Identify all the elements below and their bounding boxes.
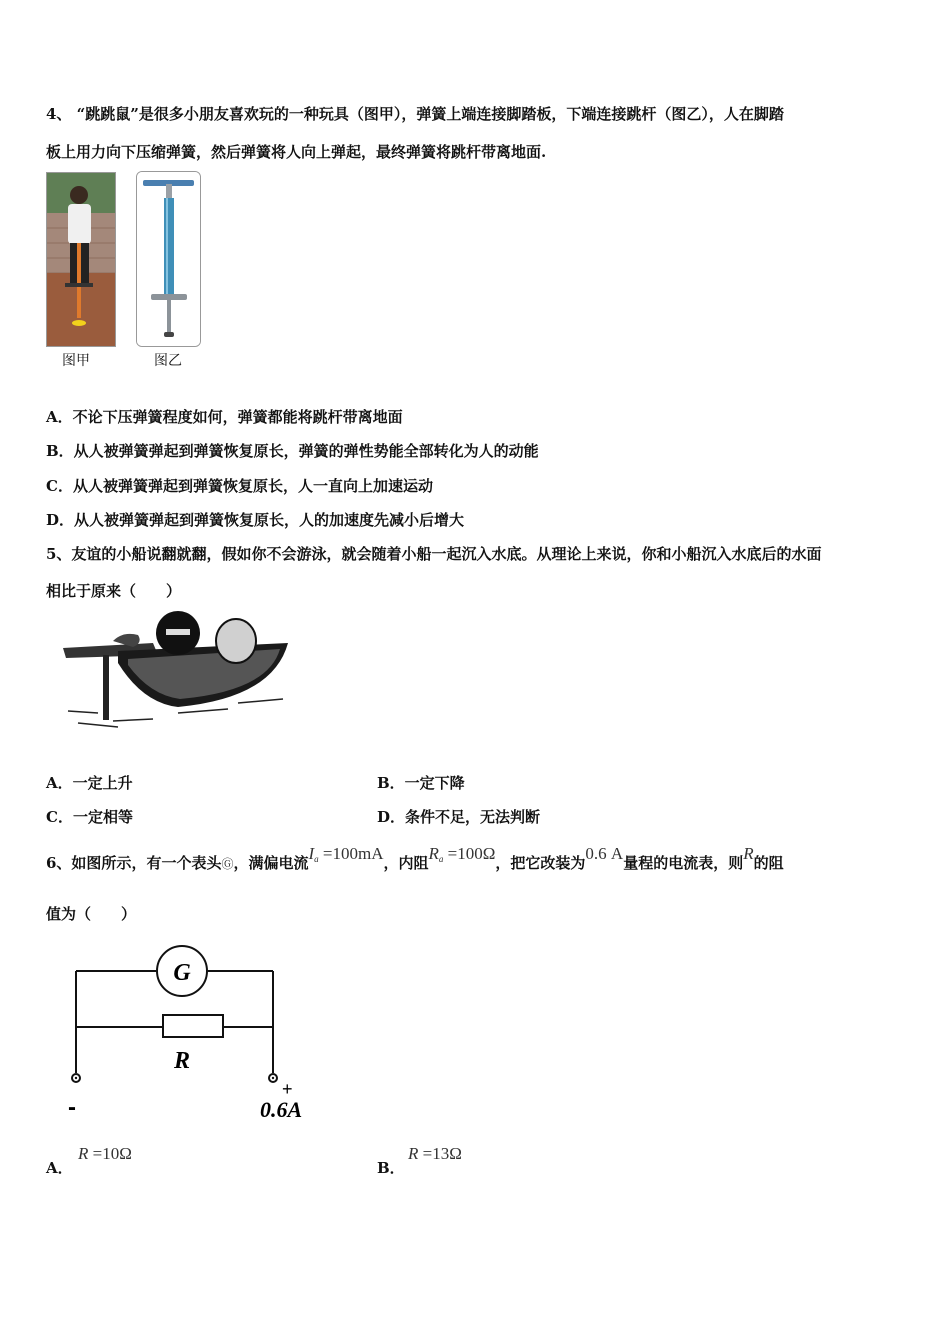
galvanometer-label: G: [173, 960, 191, 986]
resistor-label: R: [173, 1048, 191, 1074]
figure-yi-photo: [136, 171, 201, 347]
target-range: 0.6 A: [585, 844, 624, 863]
q6-text-4: ，把它改装为: [495, 854, 586, 872]
q6-option-b-label: B．: [377, 1159, 405, 1177]
range-label: 0.6A: [260, 1097, 303, 1122]
q6-option-a-value: R =10Ω: [78, 1144, 132, 1163]
q4-option-d: D．从人被弹簧弹起到弹簧恢复原长，人的加速度先减小后增大: [46, 511, 465, 529]
figure-jia-photo: [46, 172, 116, 347]
q4-option-a: A．不论下压弹簧程度如何，弹簧都能将跳杆带离地面: [46, 408, 403, 426]
q6-text-1: 6、如图所示，有一个表头: [46, 854, 222, 872]
q5-option-d: D．条件不足，无法判断: [377, 808, 541, 826]
q6-text-2: ，满偏电流: [233, 854, 309, 872]
q5-stem-line2: 相比于原来（ ）: [46, 582, 182, 600]
q5-stem-line1: 5、友谊的小船说翻就翻，假如你不会游泳，就会随着小船一起沉入水底。从理论上来说，你和小船沉入水底后的水面: [46, 545, 822, 563]
internal-resistance: $R_a =100\Omega$: [428, 844, 496, 864]
resistor-variable: R: [743, 844, 754, 863]
q6-option-a-label: A．: [46, 1159, 73, 1177]
circuit-diagram: [60, 945, 330, 1125]
q6-option-b-value: R =13Ω: [408, 1144, 462, 1163]
q6-text-3: ，内阻: [383, 854, 429, 872]
plus-label: +: [282, 1079, 293, 1099]
q5-option-b: B．一定下降: [377, 774, 465, 792]
resistor-r: [163, 1015, 223, 1037]
full-scale-current: $I_a =100mA$: [308, 844, 384, 864]
q6-text-6: 的阻: [753, 854, 784, 872]
figure-yi-caption: 图乙: [154, 353, 182, 369]
q6-text-5: 量程的电流表，则: [623, 854, 744, 872]
q5-option-c: C．一定相等: [46, 808, 133, 826]
q5-option-a: A．一定上升: [46, 774, 133, 792]
q6-stem-line1: [46, 844, 784, 873]
q4-stem-line1: 4、 “跳跳鼠”是很多小朋友喜欢玩的一种玩具（图甲），弹簧上端连接脚踏板，下端连接跳杆（图乙），人在脚踏: [46, 105, 784, 123]
galvanometer-symbol: Ⓖ: [221, 857, 234, 871]
minus-label: -: [68, 1094, 76, 1121]
q6-stem-line2: 值为（ ）: [46, 905, 137, 923]
q4-stem-line2: 板上用力向下压缩弹簧，然后弹簧将人向上弹起，最终弹簧将跳杆带离地面.: [46, 143, 547, 161]
boat-cartoon: [58, 603, 294, 731]
figure-jia-caption: 图甲: [62, 353, 90, 369]
q4-option-c: C．从人被弹簧弹起到弹簧恢复原长，人一直向上加速运动: [46, 477, 433, 495]
q4-option-b: B．从人被弹簧弹起到弹簧恢复原长，弹簧的弹性势能全部转化为人的动能: [46, 442, 539, 460]
